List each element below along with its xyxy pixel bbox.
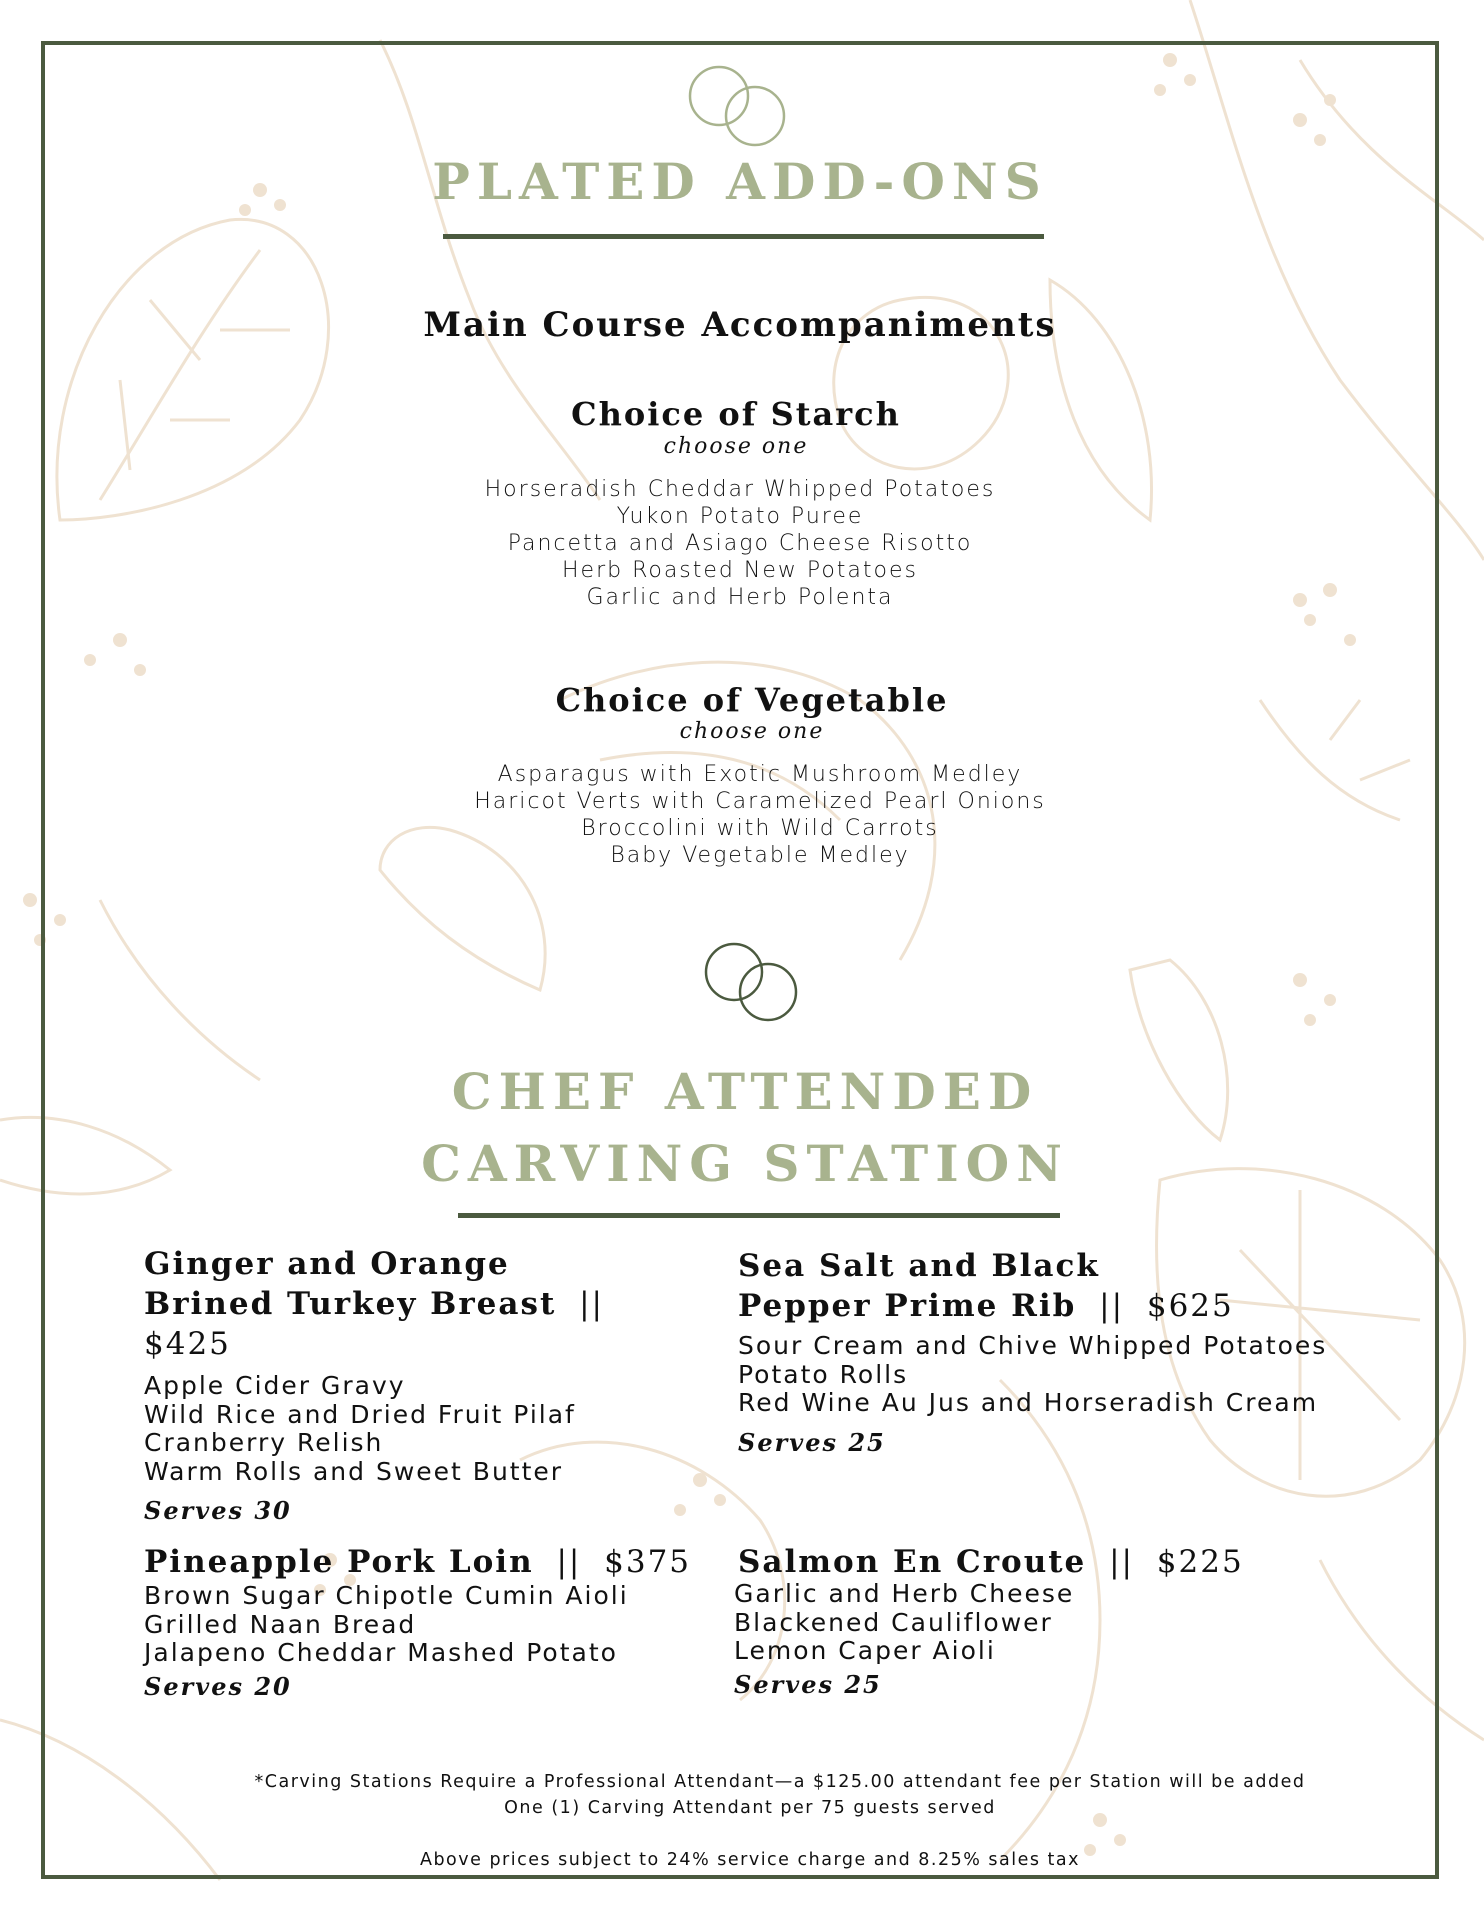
separator: || bbox=[556, 1544, 582, 1580]
footer-note-attendant-ratio: One (1) Carving Attendant per 75 guests served bbox=[504, 1798, 996, 1818]
rings-icon bbox=[685, 62, 795, 152]
item-lines bbox=[734, 1580, 1314, 1666]
item-name-price bbox=[734, 1542, 1314, 1582]
section-title: Main Course Accompaniments bbox=[423, 305, 1057, 345]
item-name-price bbox=[144, 1542, 724, 1582]
footer-note-taxes: Above prices subject to 24% service charge and 8.25% sales tax bbox=[419, 1850, 1081, 1870]
item-name: Salmon En Croute bbox=[738, 1544, 1087, 1580]
list-item: Cranberry Relish bbox=[144, 1428, 384, 1457]
serves-label: Serves 20 bbox=[144, 1671, 292, 1701]
footer-note-attendant-fee: *Carving Stations Require a Professional Attendant—a $125.00 attendant fee per Station will be added bbox=[254, 1772, 1306, 1792]
item-lines bbox=[738, 1332, 1358, 1418]
vegetable-list bbox=[420, 761, 1100, 869]
item-name: Sea Salt and Black bbox=[738, 1248, 1100, 1284]
separator: || bbox=[1099, 1288, 1125, 1324]
item-name-price bbox=[738, 1286, 1358, 1326]
starch-subtitle: choose one bbox=[663, 434, 809, 459]
item-price: $625 bbox=[1146, 1288, 1234, 1324]
carving-item-prime-rib bbox=[738, 1246, 1358, 1457]
item-name: Pineapple Pork Loin bbox=[144, 1544, 534, 1580]
item-price: $425 bbox=[144, 1326, 231, 1362]
carving-title-line2: CARVING STATION bbox=[421, 1134, 1069, 1193]
vegetable-title: Choice of Vegetable bbox=[555, 681, 949, 719]
list-item: Broccolini with Wild Carrots bbox=[581, 816, 939, 841]
list-item: Haricot Verts with Caramelized Pearl Onions bbox=[474, 789, 1046, 814]
title-divider bbox=[443, 234, 1044, 239]
serves-label: Serves 30 bbox=[144, 1496, 292, 1525]
item-lines bbox=[144, 1372, 704, 1486]
item-name-price bbox=[144, 1284, 704, 1364]
list-item: Warm Rolls and Sweet Butter bbox=[144, 1456, 564, 1486]
item-name: Ginger and Orange bbox=[144, 1246, 510, 1282]
carving-title-line1: CHEF ATTENDED bbox=[451, 1062, 1039, 1121]
list-item: Apple Cider Gravy bbox=[144, 1371, 406, 1400]
vegetable-subtitle: choose one bbox=[679, 719, 825, 744]
carving-divider bbox=[458, 1213, 1060, 1218]
list-item: Jalapeno Cheddar Mashed Potato bbox=[144, 1638, 618, 1667]
carving-item-turkey bbox=[144, 1244, 704, 1525]
serves-label: Serves 25 bbox=[738, 1427, 886, 1457]
list-item: Lemon Caper Aioli bbox=[734, 1636, 996, 1665]
rings-icon bbox=[702, 940, 806, 1026]
list-item: Pancetta and Asiago Cheese Risotto bbox=[507, 531, 973, 556]
list-item: Potato Rolls bbox=[738, 1359, 909, 1389]
item-price: $375 bbox=[604, 1544, 692, 1580]
item-name: Pepper Prime Rib bbox=[738, 1288, 1077, 1324]
separator: || bbox=[1109, 1544, 1134, 1580]
carving-item-pork-loin bbox=[144, 1542, 724, 1701]
list-item: Yukon Potato Puree bbox=[616, 504, 864, 529]
list-item: Brown Sugar Chipotle Cumin Aioli bbox=[144, 1581, 629, 1610]
list-item: Herb Roasted New Potatoes bbox=[561, 558, 918, 583]
list-item: Baby Vegetable Medley bbox=[610, 843, 910, 868]
list-item: Garlic and Herb Polenta bbox=[586, 585, 894, 610]
list-item: Grilled Naan Bread bbox=[144, 1609, 417, 1639]
carving-item-salmon bbox=[734, 1542, 1314, 1699]
list-item: Sour Cream and Chive Whipped Potatoes bbox=[738, 1331, 1328, 1360]
separator: || bbox=[579, 1286, 604, 1322]
list-item: Asparagus with Exotic Mushroom Medley bbox=[497, 762, 1023, 787]
list-item: Blackened Cauliflower bbox=[734, 1607, 1053, 1637]
page-title: PLATED ADD-ONS bbox=[432, 152, 1048, 211]
serves-label: Serves 25 bbox=[734, 1669, 882, 1699]
item-name: Brined Turkey Breast bbox=[144, 1286, 557, 1322]
item-price: $225 bbox=[1156, 1544, 1244, 1580]
list-item: Horseradish Cheddar Whipped Potatoes bbox=[484, 477, 996, 502]
list-item: Red Wine Au Jus and Horseradish Cream bbox=[738, 1388, 1319, 1417]
item-lines bbox=[144, 1582, 724, 1668]
list-item: Garlic and Herb Cheese bbox=[734, 1579, 1075, 1608]
starch-title: Choice of Starch bbox=[571, 395, 901, 433]
list-item: Wild Rice and Dried Fruit Pilaf bbox=[144, 1399, 576, 1429]
starch-list bbox=[440, 476, 1040, 611]
